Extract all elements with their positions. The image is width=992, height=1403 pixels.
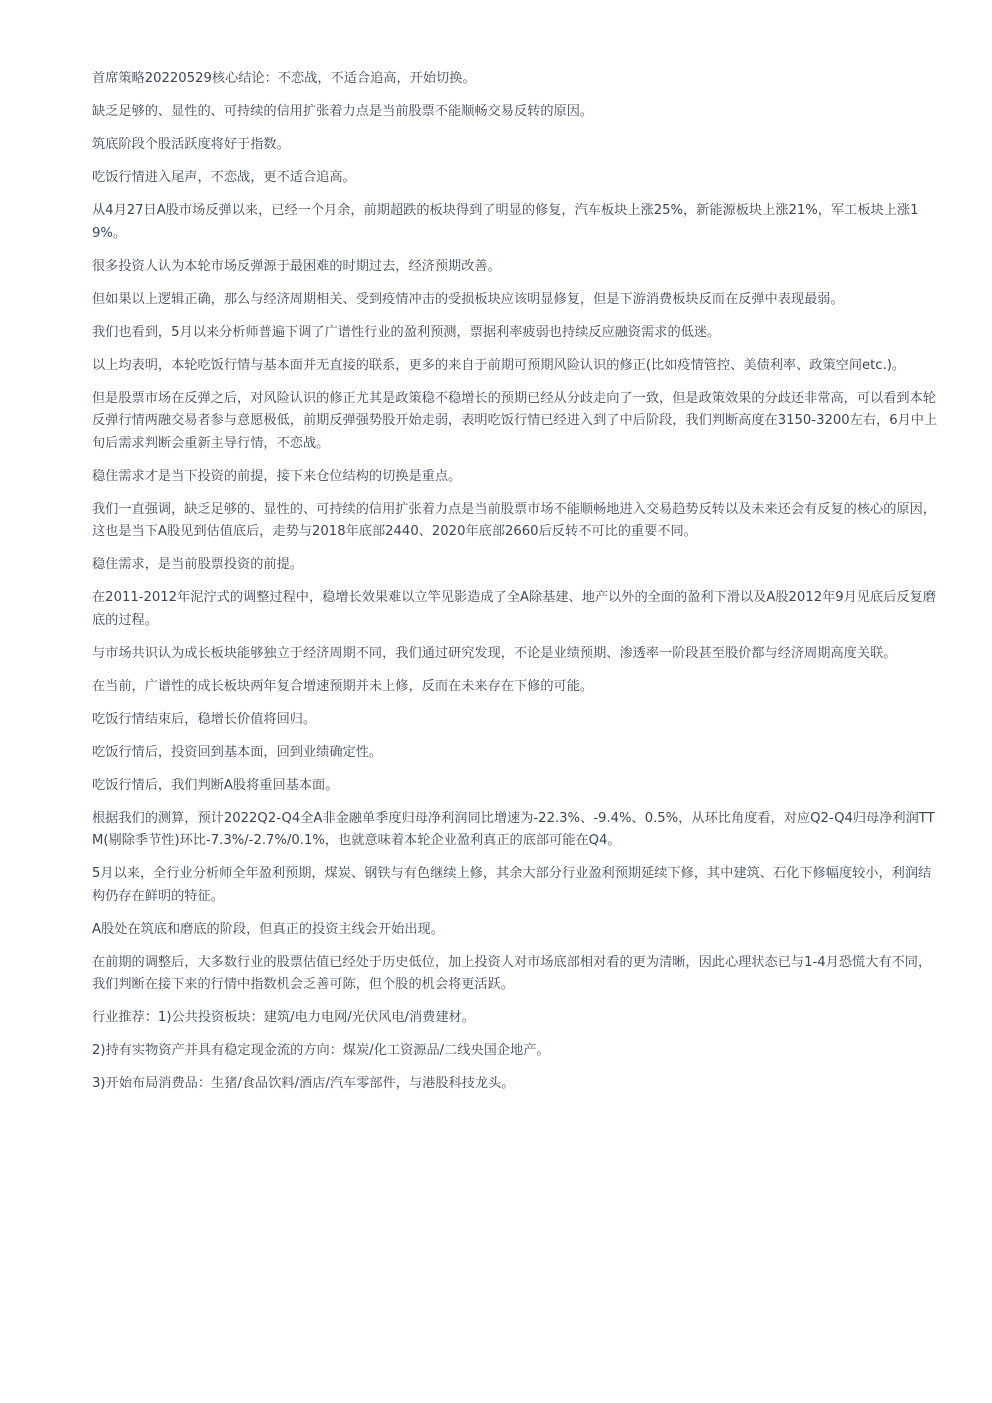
article-body xyxy=(92,68,944,1106)
paragraph-13: 稳住需求，是当前股票投资的前提。 xyxy=(92,557,303,572)
paragraph-11: 稳住需求才是当下投资的前提，接下来仓位结构的切换是重点。 xyxy=(92,468,462,484)
paragraph-12: 我们一直强调，缺乏足够的、显性的、可持续的信用扩张着力点是当前股票市场不能顺畅地进入交易趋势反转以及未来还会有反复的核心的原因，这也是当下A股见到估值底后，走势与2018年底部2440、2020年底部2660后反转不可比的重要不同。 xyxy=(92,501,936,539)
paragraph-15: 与市场共识认为成长板块能够独立于经济周期不同，我们通过研究发现，不论是业绩预期、渗透率一阶段甚至股价都与经济周期高度关联。 xyxy=(92,645,897,661)
paragraph-7: 但如果以上逻辑正确，那么与经济周期相关、受到疫情冲击的受损板块应该明显修复，但是下游消费板块反而在反弹中表现最弱。 xyxy=(92,291,844,307)
paragraph-25: 2)持有实物资产并具有稳定现金流的方向：煤炭/化工资源品/二线央国企地产。 xyxy=(92,1043,550,1058)
paragraph-10: 但是股票市场在反弹之后，对风险认识的修正尤其是政策稳不稳增长的预期已经从分歧走向了一致，但是政策效果的分歧还非常高，可以看到本轮反弹行情两融交易者参与意愿极低，前期反弹强势股开始走弱，表明吃饭行情已经进入到了中后阶段，我们判断高度在3150-3200左右，6月中上旬后需求判断会重新主导行情，不恋战。 xyxy=(92,390,938,451)
paragraph-22: A股处在筑底和磨底的阶段，但真正的投资主线会开始出现。 xyxy=(92,921,444,937)
paragraph-23: 在前期的调整后，大多数行业的股票估值已经处于历史低位，加上投资人对市场底部相对看的更为清晰，因此心理状态已与1-4月恐慌大有不同，我们判断在接下来的行情中指数机会乏善可陈，但个股的机会将更活跃。 xyxy=(92,954,932,992)
paragraph-19: 吃饭行情后，我们判断A股将重回基本面。 xyxy=(92,777,339,793)
paragraph-1: 首席策略20220529核心结论：不恋战，不适合追高，开始切换。 xyxy=(92,71,476,86)
paragraph-5: 从4月27日A股市场反弹以来，已经一个月余，前期超跌的板块得到了明显的修复，汽车板块上涨25%，新能源板块上涨21%，军工板块上涨19%。 xyxy=(92,203,919,241)
paragraph-16: 在当前，广谱性的成长板块两年复合增速预期并未上修，反而在未来存在下修的可能。 xyxy=(92,678,594,694)
paragraph-3: 筑底阶段个股活跃度将好于指数。 xyxy=(92,137,290,152)
paragraph-20: 根据我们的测算，预计2022Q2-Q4全A非金融单季度归母净利润同比增速为-22.3%、-9.4%、0.5%，从环比角度看，对应Q2-Q4归母净利润TTM(剔除季节性)环比-7.3%/-2.7%/0.1%，也就意味着本轮企业盈利真正的底部可能在Q4。 xyxy=(92,810,935,848)
paragraph-9: 以上均表明，本轮吃饭行情与基本面并无直接的联系，更多的来自于前期可预期风险认识的修正(比如疫情管控、美债利率、政策空间etc.)。 xyxy=(92,357,906,373)
paragraph-2: 缺乏足够的、显性的、可持续的信用扩张着力点是当前股票不能顺畅交易反转的原因。 xyxy=(92,104,594,119)
paragraph-26: 3)开始布局消费品：生猪/食品饮料/酒店/汽车零部件，与港股科技龙头。 xyxy=(92,1076,515,1091)
paragraph-24: 行业推荐：1)公共投资板块：建筑/电力电网/光伏风电/消费建材。 xyxy=(92,1010,475,1025)
paragraph-4: 吃饭行情进入尾声，不恋战，更不适合追高。 xyxy=(92,170,356,185)
paragraph-18: 吃饭行情后，投资回到基本面，回到业绩确定性。 xyxy=(92,744,383,760)
paragraph-17: 吃饭行情结束后，稳增长价值将回归。 xyxy=(92,711,317,727)
paragraph-14: 在2011-2012年泥泞式的调整过程中，稳增长效果难以立竿见影造成了全A除基建、地产以外的全面的盈利下滑以及A股2012年9月见底后反复磨底的过程。 xyxy=(92,590,936,628)
paragraph-6: 很多投资人认为本轮市场反弹源于最困难的时期过去，经济预期改善。 xyxy=(92,258,501,274)
paragraph-8: 我们也看到，5月以来分析师普遍下调了广谱性行业的盈利预测，票据利率疲弱也持续反应融资需求的低迷。 xyxy=(92,324,721,340)
paragraph-21: 5月以来，全行业分析师全年盈利预期，煤炭、钢铁与有色继续上修，其余大部分行业盈利预期延续下修，其中建筑、石化下修幅度较小，利润结构仍存在鲜明的特征。 xyxy=(92,866,932,904)
